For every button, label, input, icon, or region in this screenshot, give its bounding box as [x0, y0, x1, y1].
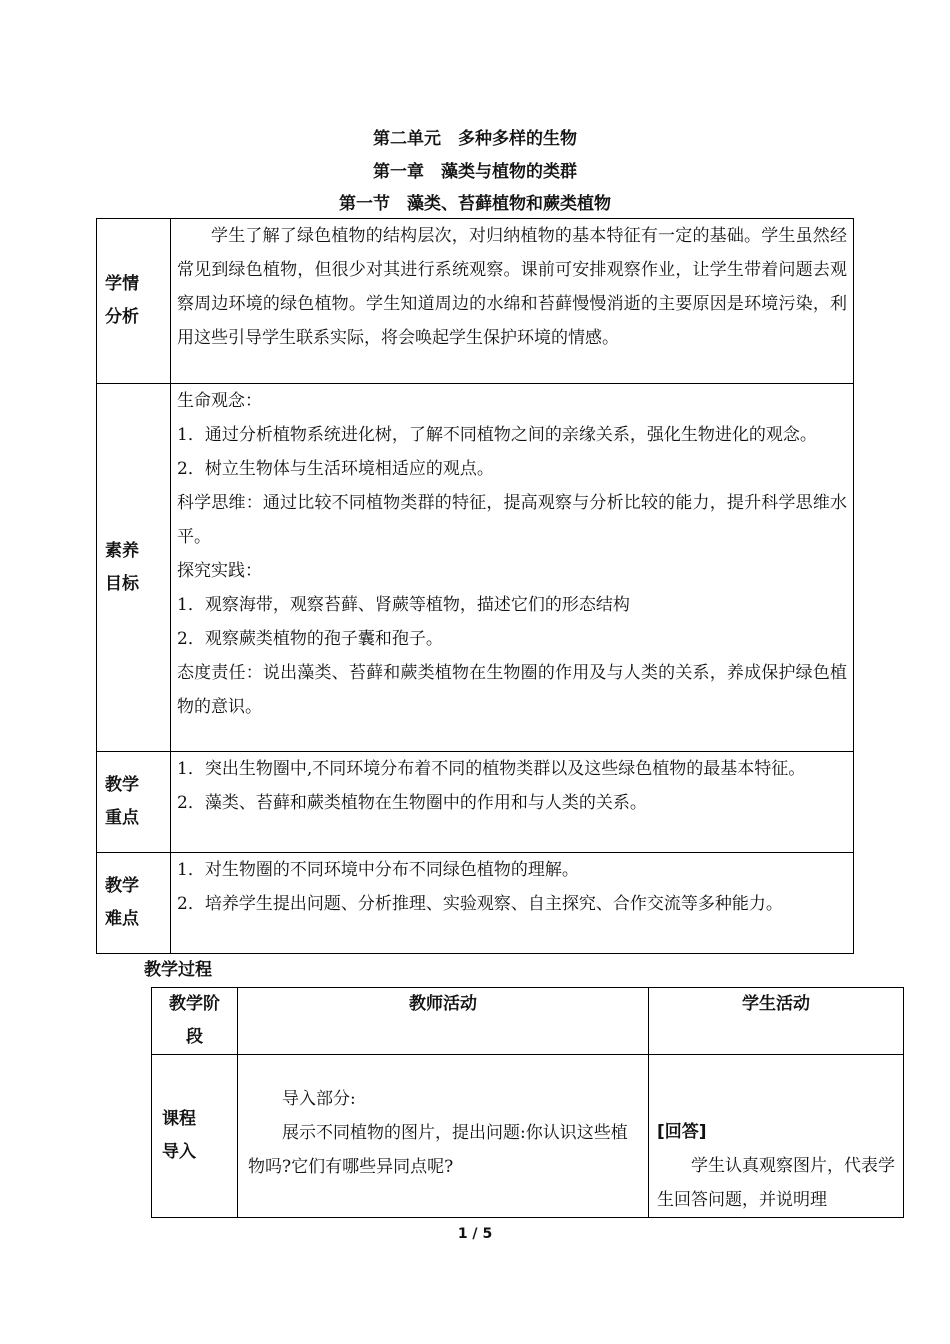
lesson-plan-table — [96, 218, 854, 954]
answer-tag: [回答] — [657, 1122, 707, 1142]
list-item: 生命观念： — [177, 391, 262, 411]
column-header-stage: 教学阶 段 — [152, 988, 238, 1055]
list-item: 1．观察海带，观察苔藓、肾蕨等植物，描述它们的形态结构 — [177, 595, 630, 615]
list-item: 2．藻类、苔藓和蕨类植物在生物圈中的作用和与人类的关系。 — [177, 793, 647, 813]
table-row — [97, 384, 854, 752]
list-item: 2．培养学生提出问题、分析推理、实验观察、自主探究、合作交流等多种能力。 — [177, 894, 783, 914]
table-row — [152, 1055, 904, 1218]
teaching-process-table — [151, 987, 904, 1218]
list-item: 1．对生物圈的不同环境中分布不同绿色植物的理解。 — [177, 860, 579, 880]
row-header-teaching-focus: 教学 重点 — [97, 752, 171, 853]
literacy-goals-text — [171, 384, 854, 752]
table-row — [97, 219, 854, 384]
unit-title: 第二单元 多种多样的生物 — [373, 129, 577, 149]
stage-cell: 课程 导入 — [152, 1055, 238, 1218]
list-item: 2．树立生物体与生活环境相适应的观点。 — [177, 459, 494, 479]
list-item: 2．观察蕨类植物的孢子囊和孢子。 — [177, 629, 443, 649]
teaching-focus-text — [171, 752, 854, 853]
column-header-teacher: 教师活动 — [238, 988, 649, 1055]
student-activity-cell: [回答] 学生认真观察图片，代表学生回答问题，并说明理 — [649, 1055, 904, 1218]
table-header-row — [152, 988, 904, 1055]
column-header-student: 学生活动 — [649, 988, 904, 1055]
list-item: 态度责任：说出藻类、苔藓和蕨类植物在生物圈的作用及与人类的关系，养成保护绿色植物的意识。 — [177, 663, 847, 717]
process-heading: 教学过程 — [144, 960, 212, 980]
row-header-learning-analysis: 学情 分析 — [97, 219, 171, 384]
list-item: 科学思维：通过比较不同植物类群的特征，提高观察与分析比较的能力，提升科学思维水平。 — [177, 493, 847, 547]
section-title: 第一节 藻类、苔藓植物和蕨类植物 — [339, 194, 611, 214]
page-number: 1 / 5 — [457, 1226, 493, 1242]
learning-analysis-text: 学生了解了绿色植物的结构层次，对归纳植物的基本特征有一定的基础。学生虽然经常见到绿色植物，但很少对其进行系统观察。课前可安排观察作业，让学生带着问题去观察周边环境的绿色植物。学生知道周边的水绵和苔藓慢慢消逝的主要原因是环境污染，利用这些引导学生联系实际，将会唤起学生保护环境的情感。 — [171, 219, 854, 384]
row-header-teaching-difficulty: 教学 难点 — [97, 853, 171, 954]
list-item: 1．突出生物圈中,不同环境分布着不同的植物类群以及这些绿色植物的最基本特征。 — [177, 759, 806, 779]
list-item: 1．通过分析植物系统进化树，了解不同植物之间的亲缘关系，强化生物进化的观念。 — [177, 425, 817, 445]
chapter-title: 第一章 藻类与植物的类群 — [373, 162, 577, 182]
table-row — [97, 853, 854, 954]
row-header-literacy-goals: 素养 目标 — [97, 384, 171, 752]
table-row — [97, 752, 854, 853]
list-item: 探究实践： — [177, 561, 262, 581]
teacher-activity-cell: 导入部分: 展示不同植物的图片，提出问题:你认识这些植物吗?它们有哪些异同点呢? — [238, 1055, 649, 1218]
teaching-difficulty-text — [171, 853, 854, 954]
